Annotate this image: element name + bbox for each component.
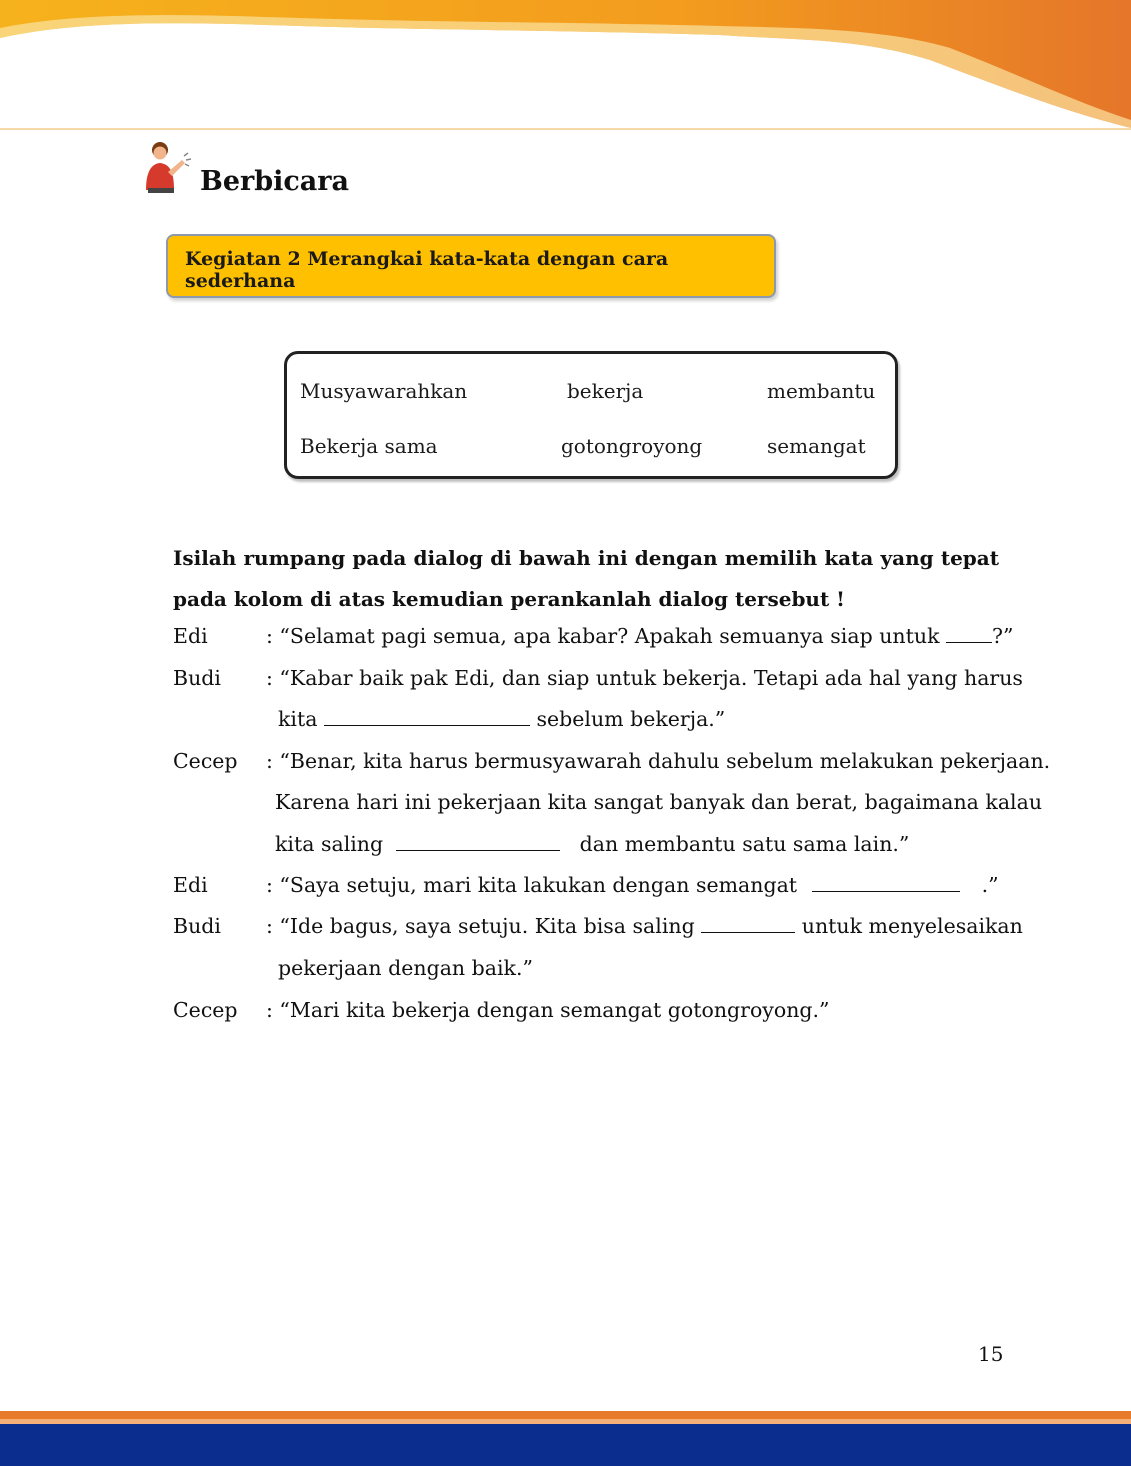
- header-divider: [0, 128, 1131, 130]
- answer-blank[interactable]: [701, 931, 795, 933]
- word-bank-item: Bekerja sama: [300, 434, 438, 458]
- activity-banner: [166, 234, 776, 298]
- word-bank-item: gotongroyong: [561, 434, 703, 458]
- answer-blank[interactable]: [396, 849, 560, 851]
- word-bank-item: bekerja: [567, 379, 644, 403]
- answer-blank[interactable]: [324, 724, 530, 726]
- speaker-name: Budi: [173, 666, 221, 690]
- dialog-line: : “Selamat pagi semua, apa kabar? Apakah semuanya siap untuk ?”: [266, 624, 1014, 648]
- instruction-text: Isilah rumpang pada dialog di bawah ini dengan memilih kata yang tepat pada kolom di atas kemudian perankanlah dialog tersebut !: [173, 546, 999, 611]
- speaker-name: Cecep: [173, 749, 238, 773]
- dialog-line: kita saling dan membantu satu sama lain.”: [275, 832, 910, 856]
- header-wave-decoration: [0, 0, 1131, 135]
- speaker-name: Budi: [173, 914, 221, 938]
- answer-blank[interactable]: [812, 890, 960, 892]
- activity-title: Kegiatan 2 Merangkai kata-kata dengan cara sederhana: [185, 248, 669, 292]
- dialog-line: : “Mari kita bekerja dengan semangat gotongroyong.”: [266, 998, 830, 1022]
- dialog-line: : “Saya setuju, mari kita lakukan dengan semangat .”: [266, 873, 999, 897]
- section-title: Berbicara: [200, 166, 350, 197]
- word-bank-item: semangat: [767, 434, 866, 458]
- footer-orange-band: [0, 1411, 1131, 1419]
- speaker-name: Cecep: [173, 998, 238, 1022]
- word-bank-box: [284, 351, 898, 479]
- word-bank-item: Musyawarahkan: [300, 379, 468, 403]
- page-number: 15: [978, 1342, 1004, 1366]
- footer-blue-band: [0, 1424, 1131, 1466]
- word-bank-item: membantu: [767, 379, 876, 403]
- dialog-line: : “Ide bagus, saya setuju. Kita bisa saling untuk menyelesaikan: [266, 914, 1023, 938]
- dialog-line: : “Benar, kita harus bermusyawarah dahulu sebelum melakukan pekerjaan.: [266, 749, 1051, 773]
- speaking-person-icon: [138, 138, 196, 196]
- dialog-line: Karena hari ini pekerjaan kita sangat banyak dan berat, bagaimana kalau: [275, 790, 1043, 814]
- dialog-line: : “Kabar baik pak Edi, dan siap untuk bekerja. Tetapi ada hal yang harus: [266, 666, 1023, 690]
- speaker-name: Edi: [173, 624, 208, 648]
- answer-blank[interactable]: [946, 641, 992, 643]
- speaker-name: Edi: [173, 873, 208, 897]
- dialog-line: pekerjaan dengan baik.”: [278, 956, 533, 980]
- dialog-line: kita sebelum bekerja.”: [278, 707, 726, 731]
